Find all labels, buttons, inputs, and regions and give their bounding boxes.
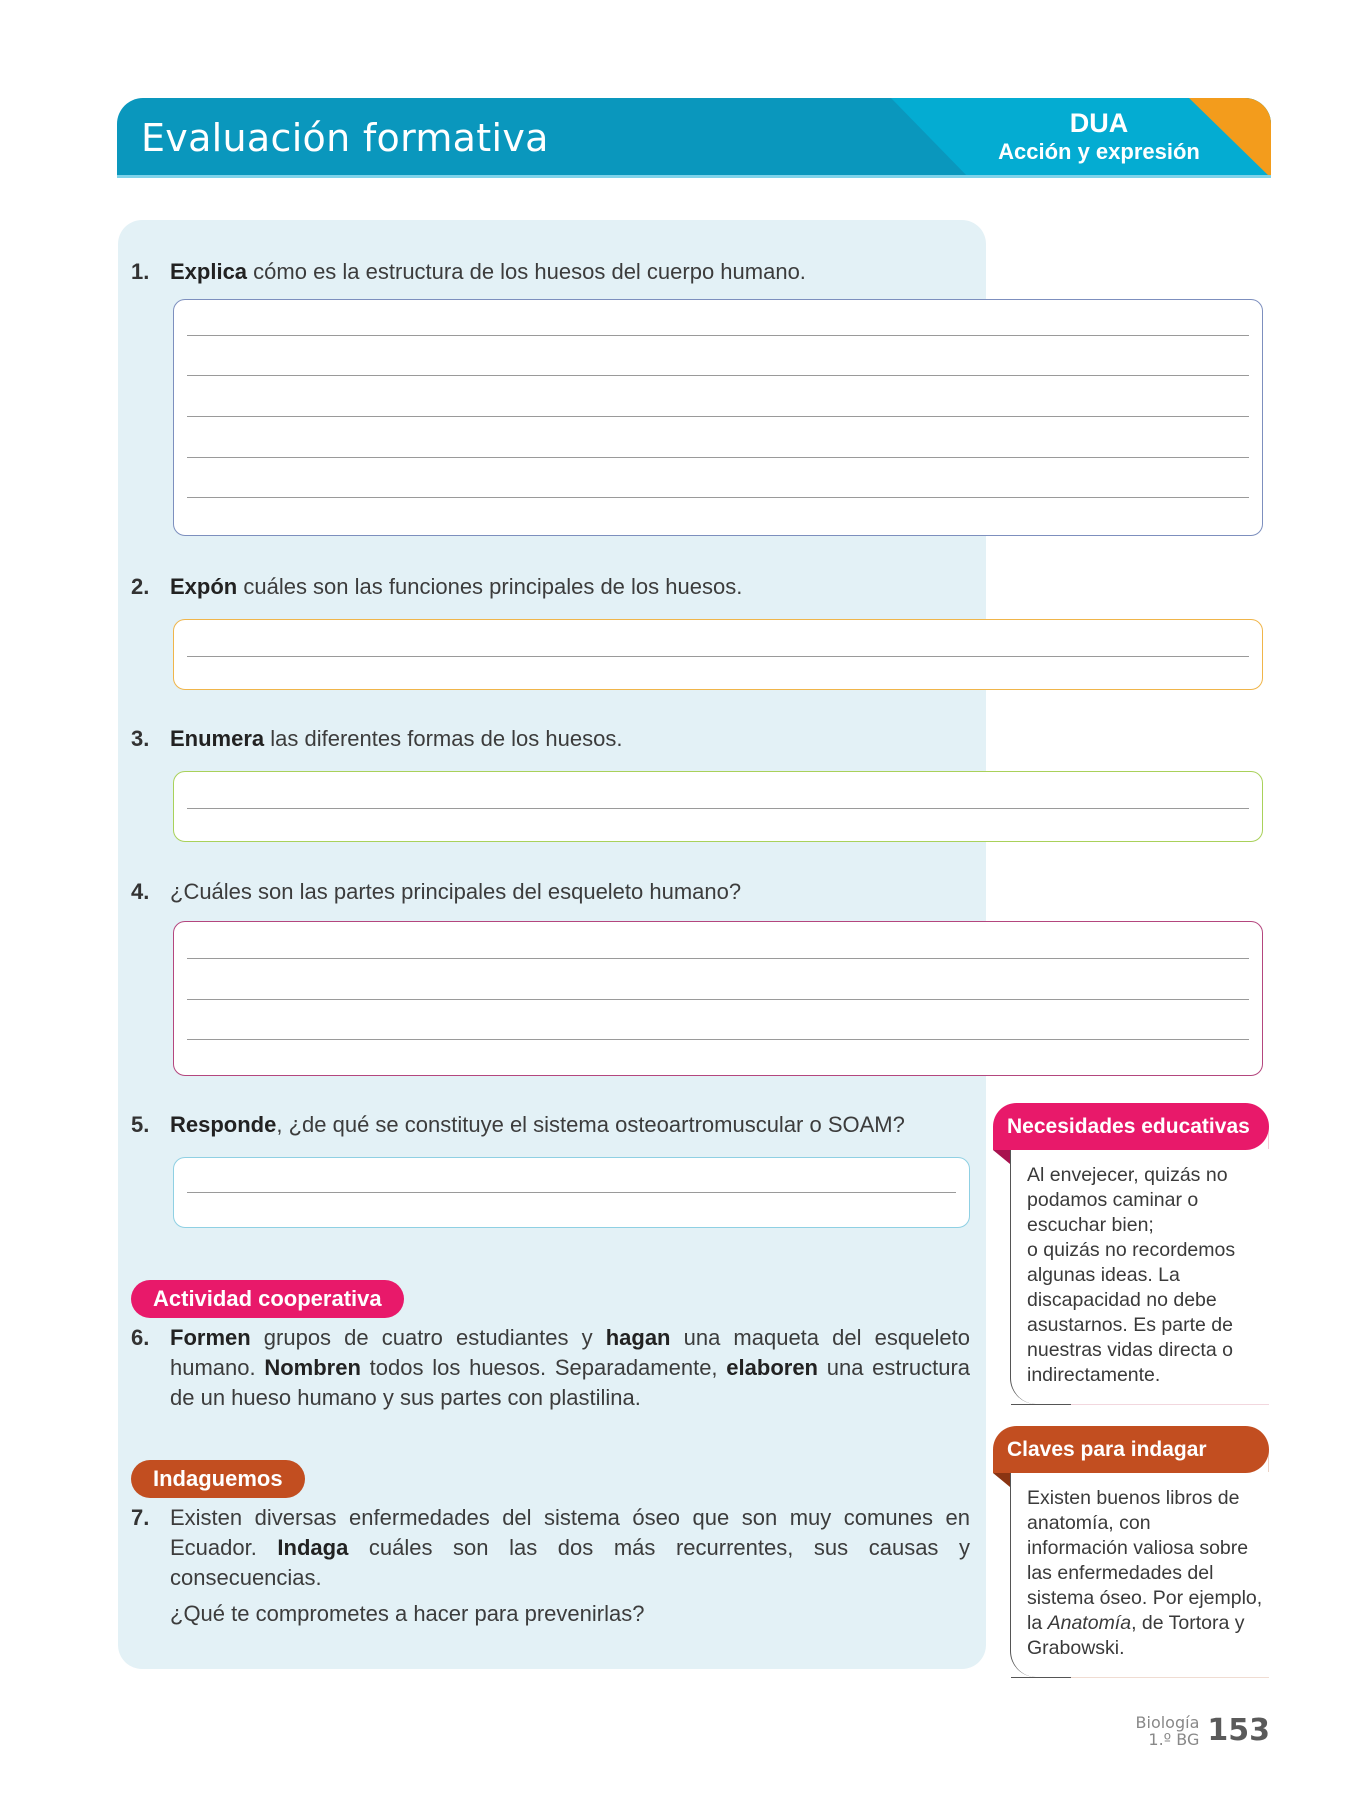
tab-fold [993,1150,1010,1164]
text-fragment: Existen diversas enfermedades del sistema óseo que son muy comunes en Ecuador. [170,1505,970,1560]
dua-title: DUA [1069,108,1129,138]
question-number: 3. [131,726,150,751]
question-followup: ¿Qué te comprometes a hacer para prevenirlas? [170,1601,645,1626]
text-fragment: la [1027,1612,1048,1634]
verb-hagan: hagan [605,1325,671,1350]
question-text: cuáles son las funciones principales de los huesos. [237,574,743,599]
question-4 [131,877,741,907]
question-3 [131,724,622,754]
text-line: o quizás no recordemos [1027,1239,1236,1261]
inquiry-badge: Indaguemos [131,1460,305,1498]
answer-line [187,808,1249,809]
text-line: asustarnos. Es parte de [1027,1314,1233,1336]
grade-level: 1.º BG [1148,1729,1200,1749]
text-line: Existen buenos libros de [1027,1487,1240,1509]
page-footer [1136,1713,1270,1748]
text-fragment: una maqueta del esqueleto humano. [170,1325,970,1380]
verb-indaga: Indaga [277,1535,349,1560]
answer-box-3[interactable] [173,771,1263,842]
section-header [117,98,1271,178]
question-verb: Expón [170,574,238,599]
question-number: 5. [131,1112,150,1137]
text-fragment: una estructura de un hueso humano y sus partes con plastilina. [170,1355,971,1410]
answer-box-1[interactable] [173,299,1263,536]
dua-subtitle: Acción y expresión [998,139,1200,164]
answer-line [187,375,1249,376]
question-verb: Enumera [170,726,265,751]
question-text: , ¿de qué se constituye el sistema osteoartromuscular o SOAM? [276,1112,905,1137]
question-number: 1. [131,259,150,284]
book-title: Anatomía [1047,1612,1132,1634]
subject-label [1136,1714,1200,1748]
answer-line [187,656,1249,657]
question-verb: Responde [170,1112,277,1137]
tab-fold [993,1473,1010,1487]
text-line: nuestras vidas directa o [1027,1339,1233,1361]
answer-line [187,416,1249,417]
text-fragment: grupos de cuatro estudiantes y [250,1325,606,1350]
answer-box-2[interactable] [173,619,1263,690]
question-number: 2. [131,574,150,599]
text-line: las enfermedades del [1027,1562,1214,1584]
divider [1011,1677,1071,1678]
text-fragment: todos los huesos. Separadamente, [360,1355,727,1380]
answer-box-4[interactable] [173,921,1263,1076]
page-title: Evaluación formativa [141,116,549,160]
text-line: podamos caminar o [1027,1189,1199,1211]
divider [1037,1404,1269,1405]
text-line: algunas ideas. La [1027,1264,1180,1286]
text-line: Al envejecer, quizás no [1027,1164,1228,1186]
text-line [1027,1611,1269,1636]
verb-elaboren: elaboren [726,1355,818,1380]
cooperative-activity-badge: Actividad cooperativa [131,1280,404,1318]
answer-line [187,958,1249,959]
question-7 [131,1503,970,1629]
text-fragment: cuáles son las dos más recurrentes, sus causas y consecuencias. [170,1535,971,1590]
answer-line [187,1039,1249,1040]
text-line: indirectamente. [1027,1364,1161,1386]
header-underline [117,175,1271,178]
question-number: 7. [131,1505,150,1530]
text-fragment: , de Tortora y [1131,1612,1245,1634]
question-5 [131,1110,905,1140]
research-tips-text [1010,1472,1269,1677]
special-needs-text [1010,1149,1269,1404]
research-tips-title: Claves para indagar [993,1426,1269,1473]
answer-line [187,999,1249,1000]
question-text: cómo es la estructura de los huesos del cuerpo humano. [247,259,806,284]
question-number: 6. [131,1325,150,1350]
question-1 [131,257,806,287]
question-text [131,1503,970,1593]
page-number: 153 [1207,1713,1270,1748]
question-text [131,1323,970,1413]
text-line: Grabowski. [1027,1637,1125,1659]
question-6 [131,1323,970,1413]
text-line: información valiosa sobre [1027,1537,1249,1559]
answer-line [187,457,1249,458]
subject-name: Biología [1135,1712,1200,1732]
question-number: 4. [131,879,150,904]
text-line: discapacidad no debe [1027,1289,1217,1311]
verb-formen: Formen [170,1325,251,1350]
special-needs-title: Necesidades educativas [993,1103,1269,1150]
answer-line [187,335,1249,336]
question-text: las diferentes formas de los huesos. [264,726,623,751]
question-verb: Explica [170,259,248,284]
text-line: escuchar bien; [1027,1214,1154,1236]
answer-line [187,1192,956,1193]
text-line: sistema óseo. Por ejemplo, [1027,1587,1263,1609]
dua-label [989,108,1209,166]
divider [1011,1404,1071,1405]
verb-nombren: Nombren [264,1355,361,1380]
question-2 [131,572,742,602]
research-tips-card [993,1426,1269,1677]
divider [1037,1677,1269,1678]
special-needs-card [993,1103,1269,1404]
answer-box-5[interactable] [173,1157,970,1228]
question-text: ¿Cuáles son las partes principales del esqueleto humano? [170,879,742,904]
text-line: anatomía, con [1027,1512,1151,1534]
answer-line [187,497,1249,498]
